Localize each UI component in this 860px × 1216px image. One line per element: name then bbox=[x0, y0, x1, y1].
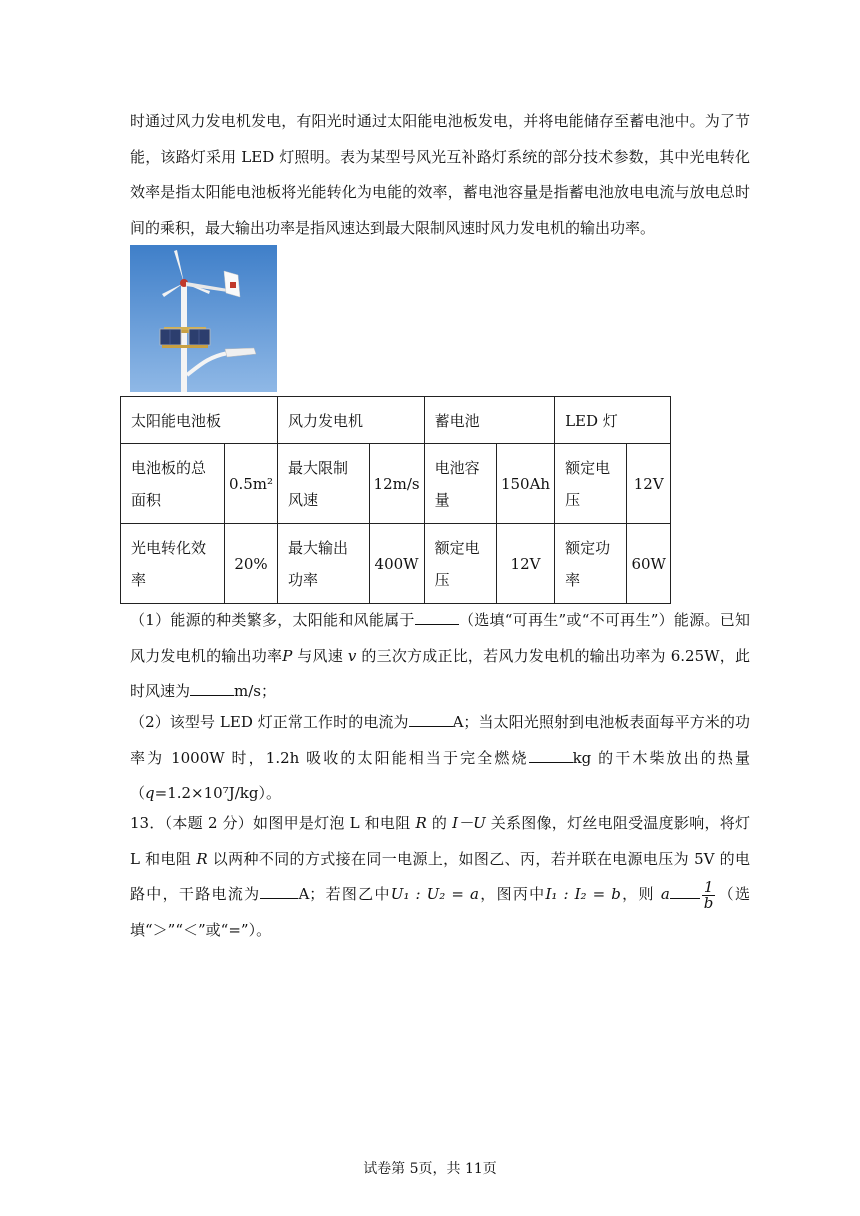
q13-text-e: A；若图乙中 bbox=[298, 885, 391, 903]
wind-solar-streetlight-photo bbox=[130, 245, 277, 392]
header-solar-panel: 太阳能电池板 bbox=[121, 397, 278, 444]
fraction-one-over-b bbox=[702, 877, 716, 912]
header-wind-generator: 风力发电机 bbox=[278, 397, 425, 444]
q1-text-a: （1）能源的种类繁多，太阳能和风能属于 bbox=[130, 611, 415, 629]
table-cell: 20% bbox=[224, 524, 277, 604]
table-cell: 额定电压 bbox=[555, 444, 627, 524]
header-led-lamp: LED 灯 bbox=[555, 397, 671, 444]
q2-text-d: =1.2×10⁷J/kg）。 bbox=[154, 784, 281, 802]
table-row bbox=[121, 444, 671, 524]
var-v: v bbox=[347, 646, 357, 665]
q13-text-c: 关系图像，灯丝电阻受温度影响，将灯 L 和电阻 bbox=[130, 814, 750, 868]
table-cell: 150Ah bbox=[496, 444, 554, 524]
table-cell: 12V bbox=[627, 444, 671, 524]
var-a: a bbox=[660, 885, 670, 903]
var-p: P bbox=[282, 646, 293, 665]
table-cell: 12V bbox=[496, 524, 554, 604]
table-cell: 最大限制风速 bbox=[278, 444, 370, 524]
table-cell: 最大输出功率 bbox=[278, 524, 370, 604]
page-footer: 试卷第 5页，共 11页 bbox=[363, 1161, 497, 1177]
table-cell: 电池板的总面积 bbox=[121, 444, 225, 524]
q13-text-d: 以两种不同的方式接在同一电源上，如图乙、丙，若并联在电源电压为 5V 的电路中，干路电流为 bbox=[130, 849, 750, 903]
table-cell: 电池容量 bbox=[424, 444, 496, 524]
answer-blank[interactable] bbox=[190, 681, 234, 696]
answer-blank[interactable] bbox=[529, 748, 573, 763]
equation-i-ratio: I₁ : I₂ = b bbox=[545, 885, 621, 903]
table-cell: 额定功率 bbox=[555, 524, 627, 604]
table-row bbox=[121, 524, 671, 604]
answer-blank[interactable] bbox=[415, 610, 459, 625]
q13-text-g: ，则 bbox=[620, 885, 661, 903]
answer-blank[interactable] bbox=[409, 712, 453, 727]
table-cell: 光电转化效率 bbox=[121, 524, 225, 604]
var-q: q bbox=[145, 784, 155, 802]
intro-paragraph: 时通过风力发电机发电，有阳光时通过太阳能电池板发电，并将电能储存至蓄电池中。为了节能，该路灯采用 LED 灯照明。表为某型号风光互补路灯系统的部分技术参数，其中光电转化效率是指太阳能电池板将光能转化为电能的效率，蓄电池容量是指蓄电池放电电流与放电总时间的乘积，最大输出功率是指风速达到最大限制风速时风力发电机的输出功率。 bbox=[130, 112, 750, 237]
fraction-denominator: b bbox=[703, 893, 714, 912]
table-cell: 额定电压 bbox=[424, 524, 496, 604]
table-cell: 60W bbox=[627, 524, 671, 604]
answer-blank[interactable] bbox=[670, 884, 700, 899]
q13-text-f: ，图丙中 bbox=[478, 885, 546, 903]
q1-text-c: 与风速 bbox=[292, 646, 348, 665]
q13-text-a: 13．（本题 2 分）如图甲是灯泡 L 和电阻 bbox=[130, 814, 416, 832]
q13-text-b: 的 bbox=[426, 814, 453, 832]
table-header-row bbox=[121, 397, 671, 444]
question-1 bbox=[130, 603, 750, 710]
table-cell: 12m/s bbox=[369, 444, 424, 524]
var-r: R bbox=[415, 814, 427, 832]
spec-table bbox=[120, 396, 671, 604]
answer-blank[interactable] bbox=[260, 884, 298, 899]
q2-text-b: A；当太阳光照射到电池板表面每平方米的功率为 1000W 时，1.2h 吸收的太阳能相当于完全燃烧 bbox=[130, 713, 750, 767]
question-13 bbox=[130, 806, 750, 948]
header-battery: 蓄电池 bbox=[424, 397, 554, 444]
q2-text-c: kg 的干木柴放出的热量（ bbox=[130, 748, 750, 802]
table-cell: 0.5m² bbox=[224, 444, 277, 524]
var-i-u: I－U bbox=[452, 814, 486, 832]
table-cell: 400W bbox=[369, 524, 424, 604]
question-2 bbox=[130, 705, 750, 812]
q13-text-h: （选填“＞”“＜”或“=”）。 bbox=[130, 885, 750, 939]
q1-text-b: （选填“可再生”或“不可再生”）能源。已知风力发电机的输出功率 bbox=[130, 611, 750, 665]
equation-u-ratio: U₁ : U₂ = a bbox=[390, 885, 479, 903]
var-r: R bbox=[196, 849, 208, 868]
q2-text-a: （2）该型号 LED 灯正常工作时的电流为 bbox=[130, 713, 409, 731]
fraction-numerator: 1 bbox=[703, 877, 714, 896]
q1-text-e: m/s； bbox=[234, 682, 276, 700]
q1-text-d: 的三次方成正比，若风力发电机的输出功率为 6.25W，此时风速为 bbox=[130, 646, 750, 700]
